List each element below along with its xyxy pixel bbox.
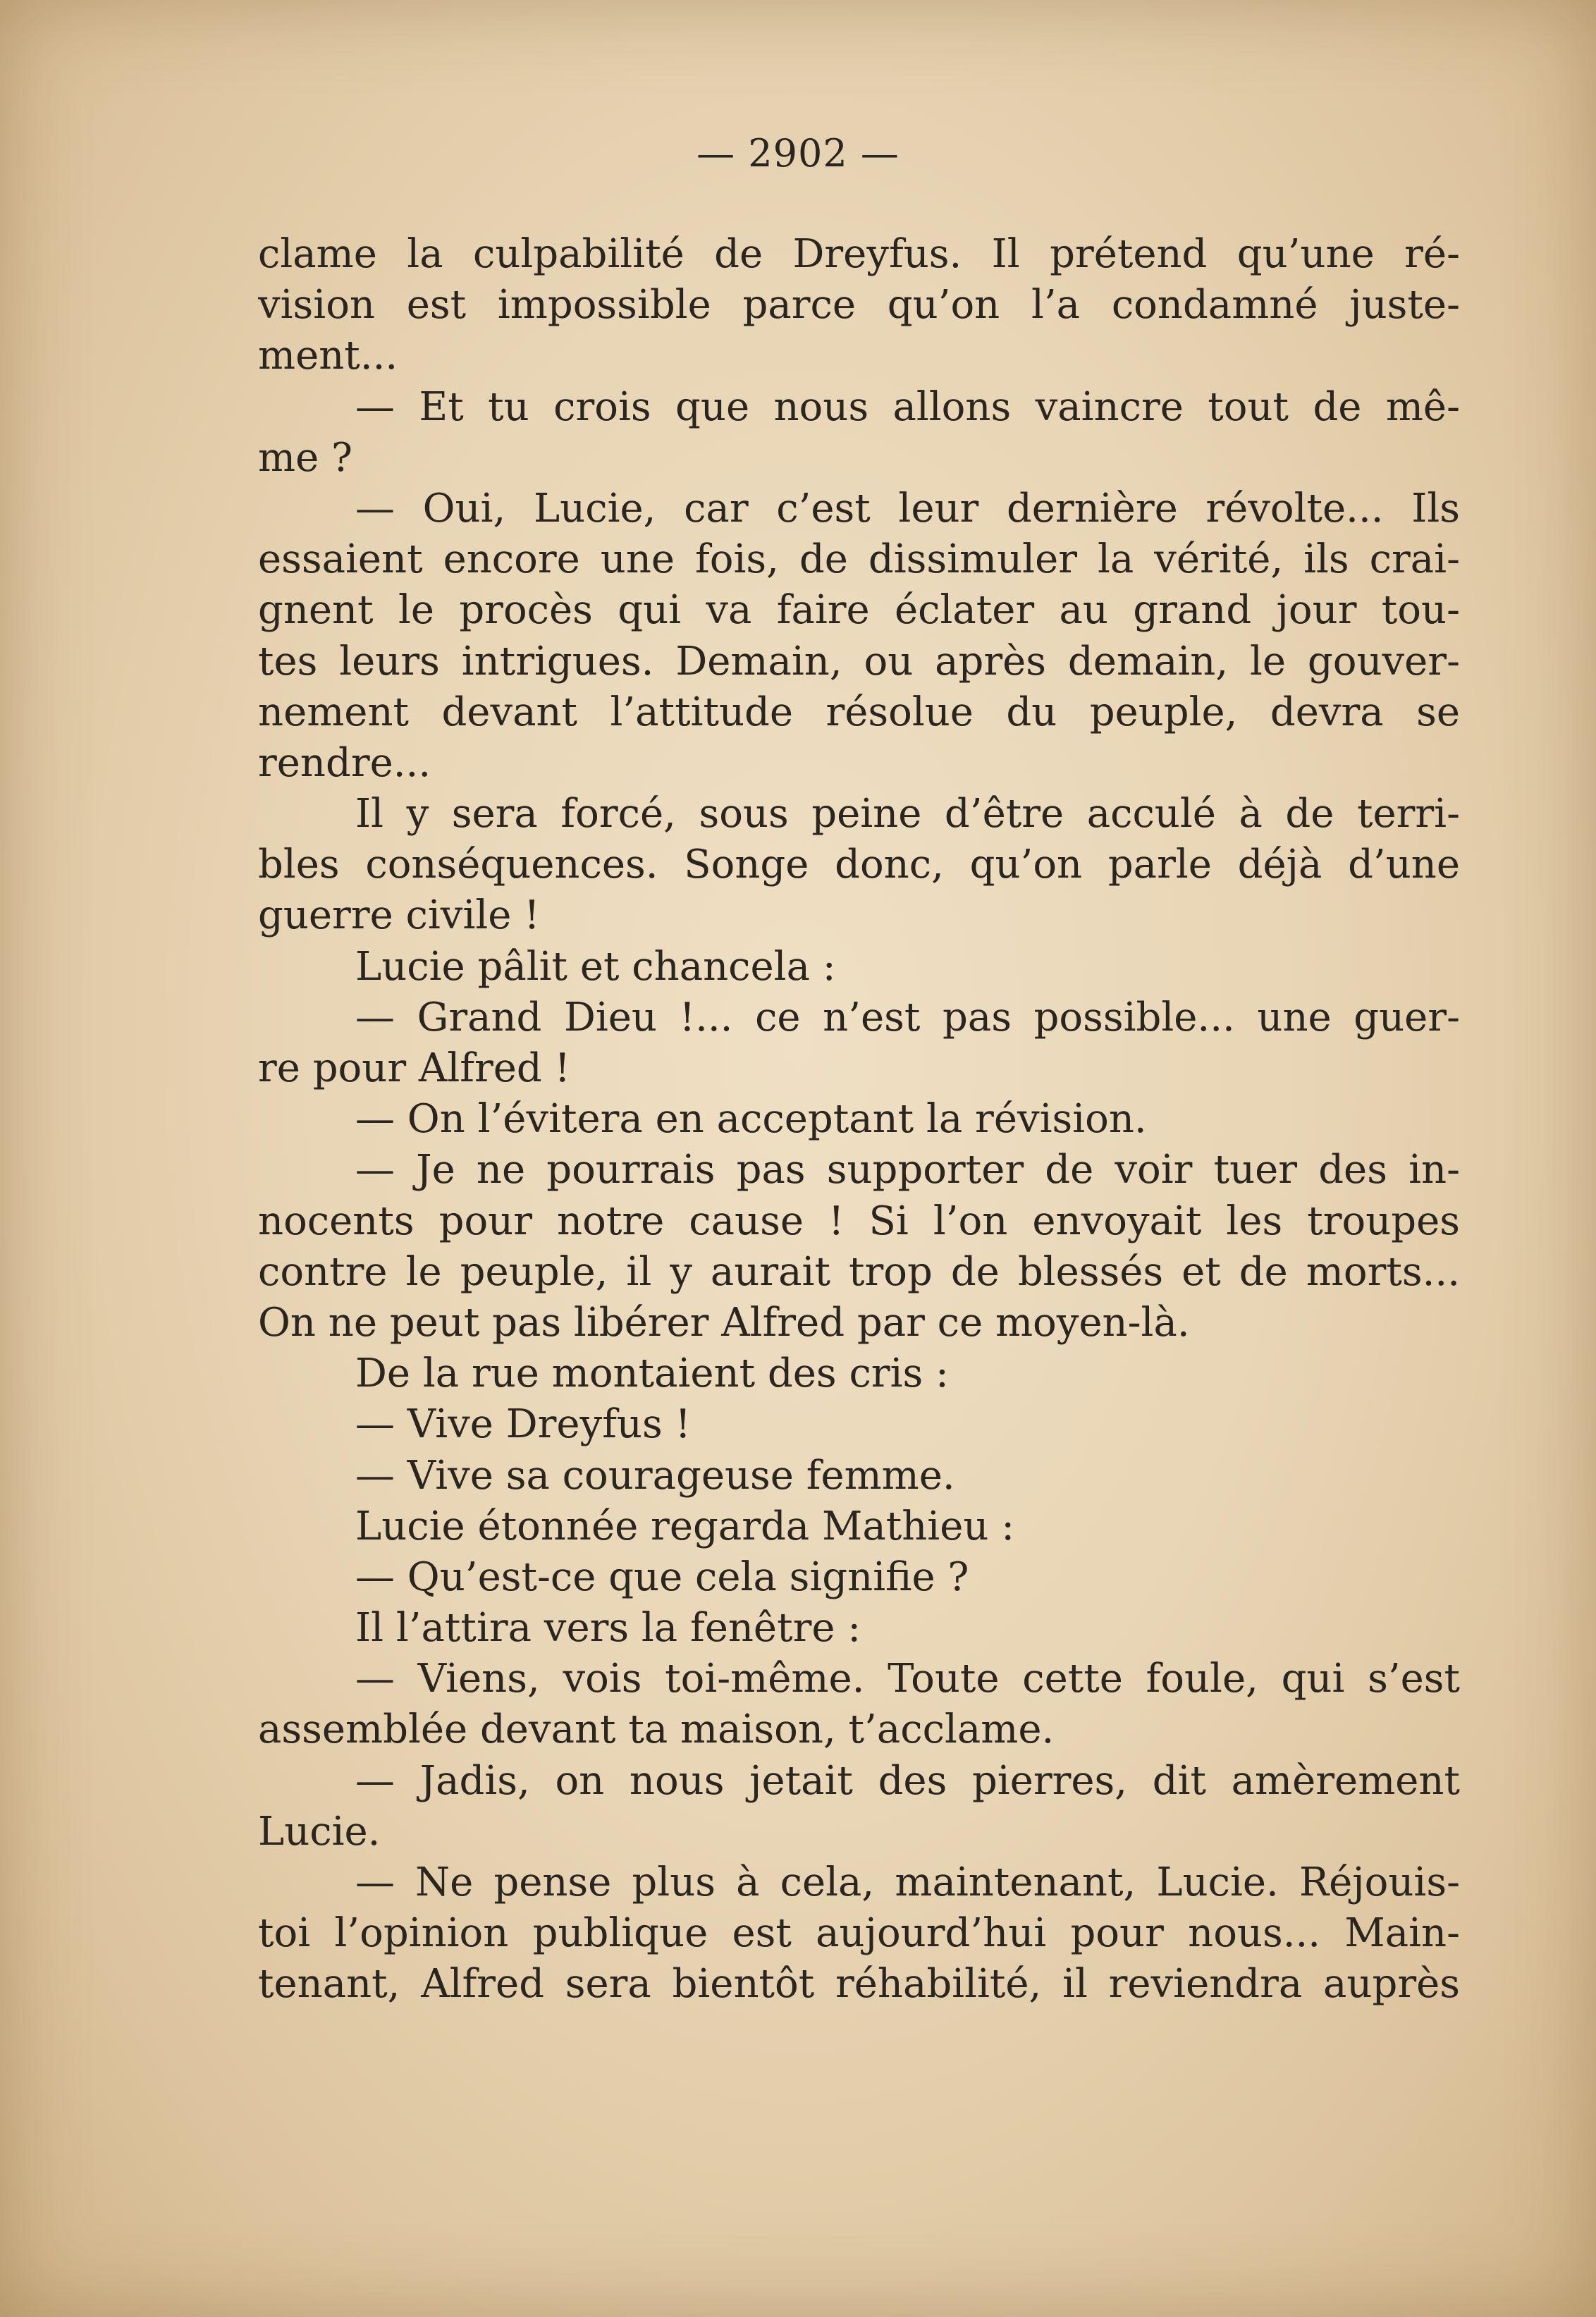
text-line: — Ne pense plus à cela, maintenant, Lucie. Réjouis-	[355, 1860, 1460, 1905]
text-line: re pour Alfred !	[258, 1045, 571, 1091]
text-line: — On l’évitera en acceptant la révision.	[355, 1096, 1147, 1143]
text-line: toi l’opinion publique est aujourd’hui pour nous... Main-	[258, 1910, 1460, 1957]
text-line: De la rue montaient des cris :	[355, 1351, 949, 1397]
text-line: essaient encore une fois, de dissimuler la vérité, ils crai-	[258, 536, 1460, 583]
body-text	[258, 229, 1460, 2010]
text-line: — Grand Dieu !... ce n’est pas possible... une guer-	[355, 994, 1460, 1040]
text-line: clame la culpabilité de Dreyfus. Il prétend qu’une ré-	[258, 231, 1460, 277]
text-line: Lucie pâlit et chancela :	[355, 943, 836, 990]
text-line: — Et tu crois que nous allons vaincre tout de mê-	[355, 383, 1460, 430]
text-line: On ne peut pas libérer Alfred par ce moyen-là.	[258, 1299, 1190, 1346]
text-line: vision est impossible parce qu’on l’a condamné juste-	[258, 282, 1460, 328]
text-line: — Vive sa courageuse femme.	[355, 1452, 955, 1499]
text-line: — Qu’est-ce que cela signifie ?	[355, 1554, 969, 1600]
text-line: bles conséquences. Songe donc, qu’on parle déjà d’une	[258, 842, 1460, 888]
text-line: nement devant l’attitude résolue du peuple, devra se	[258, 689, 1460, 735]
text-line: — Viens, vois toi-même. Toute cette foule, qui s’est	[355, 1656, 1460, 1702]
text-line: ment...	[258, 333, 398, 379]
text-line: tes leurs intrigues. Demain, ou après demain, le gouver-	[258, 638, 1460, 684]
text-line: nocents pour notre cause ! Si l’on envoyait les troupes	[258, 1198, 1460, 1244]
text-line: contre le peuple, il y aurait trop de blessés et de morts...	[258, 1248, 1460, 1295]
text-line: Il y sera forcé, sous peine d’être acculé à de terri-	[355, 791, 1460, 837]
text-line: tenant, Alfred sera bientôt réhabilité, il reviendra auprès	[258, 1961, 1460, 2008]
text-line: — Jadis, on nous jetait des pierres, dit amèrement	[355, 1757, 1460, 1804]
text-line: — Vive Dreyfus !	[355, 1401, 692, 1448]
text-line: gnent le procès qui va faire éclater au grand jour tou-	[258, 587, 1460, 634]
text-line: guerre civile !	[258, 892, 540, 939]
text-line: Il l’attira vers la fenêtre :	[355, 1605, 861, 1652]
text-line: Lucie.	[258, 1808, 381, 1855]
text-line: Lucie étonnée regarda Mathieu :	[355, 1503, 1015, 1549]
text-line: rendre...	[258, 739, 431, 786]
text-line: — Je ne pourrais pas supporter de voir tuer des in-	[355, 1147, 1460, 1193]
text-line: me ?	[258, 434, 353, 481]
text-line: — Oui, Lucie, car c’est leur dernière révolte... Ils	[355, 485, 1460, 531]
page-number: — 2902 —	[696, 131, 900, 176]
text-line: assemblée devant ta maison, t’acclame.	[258, 1707, 1055, 1753]
